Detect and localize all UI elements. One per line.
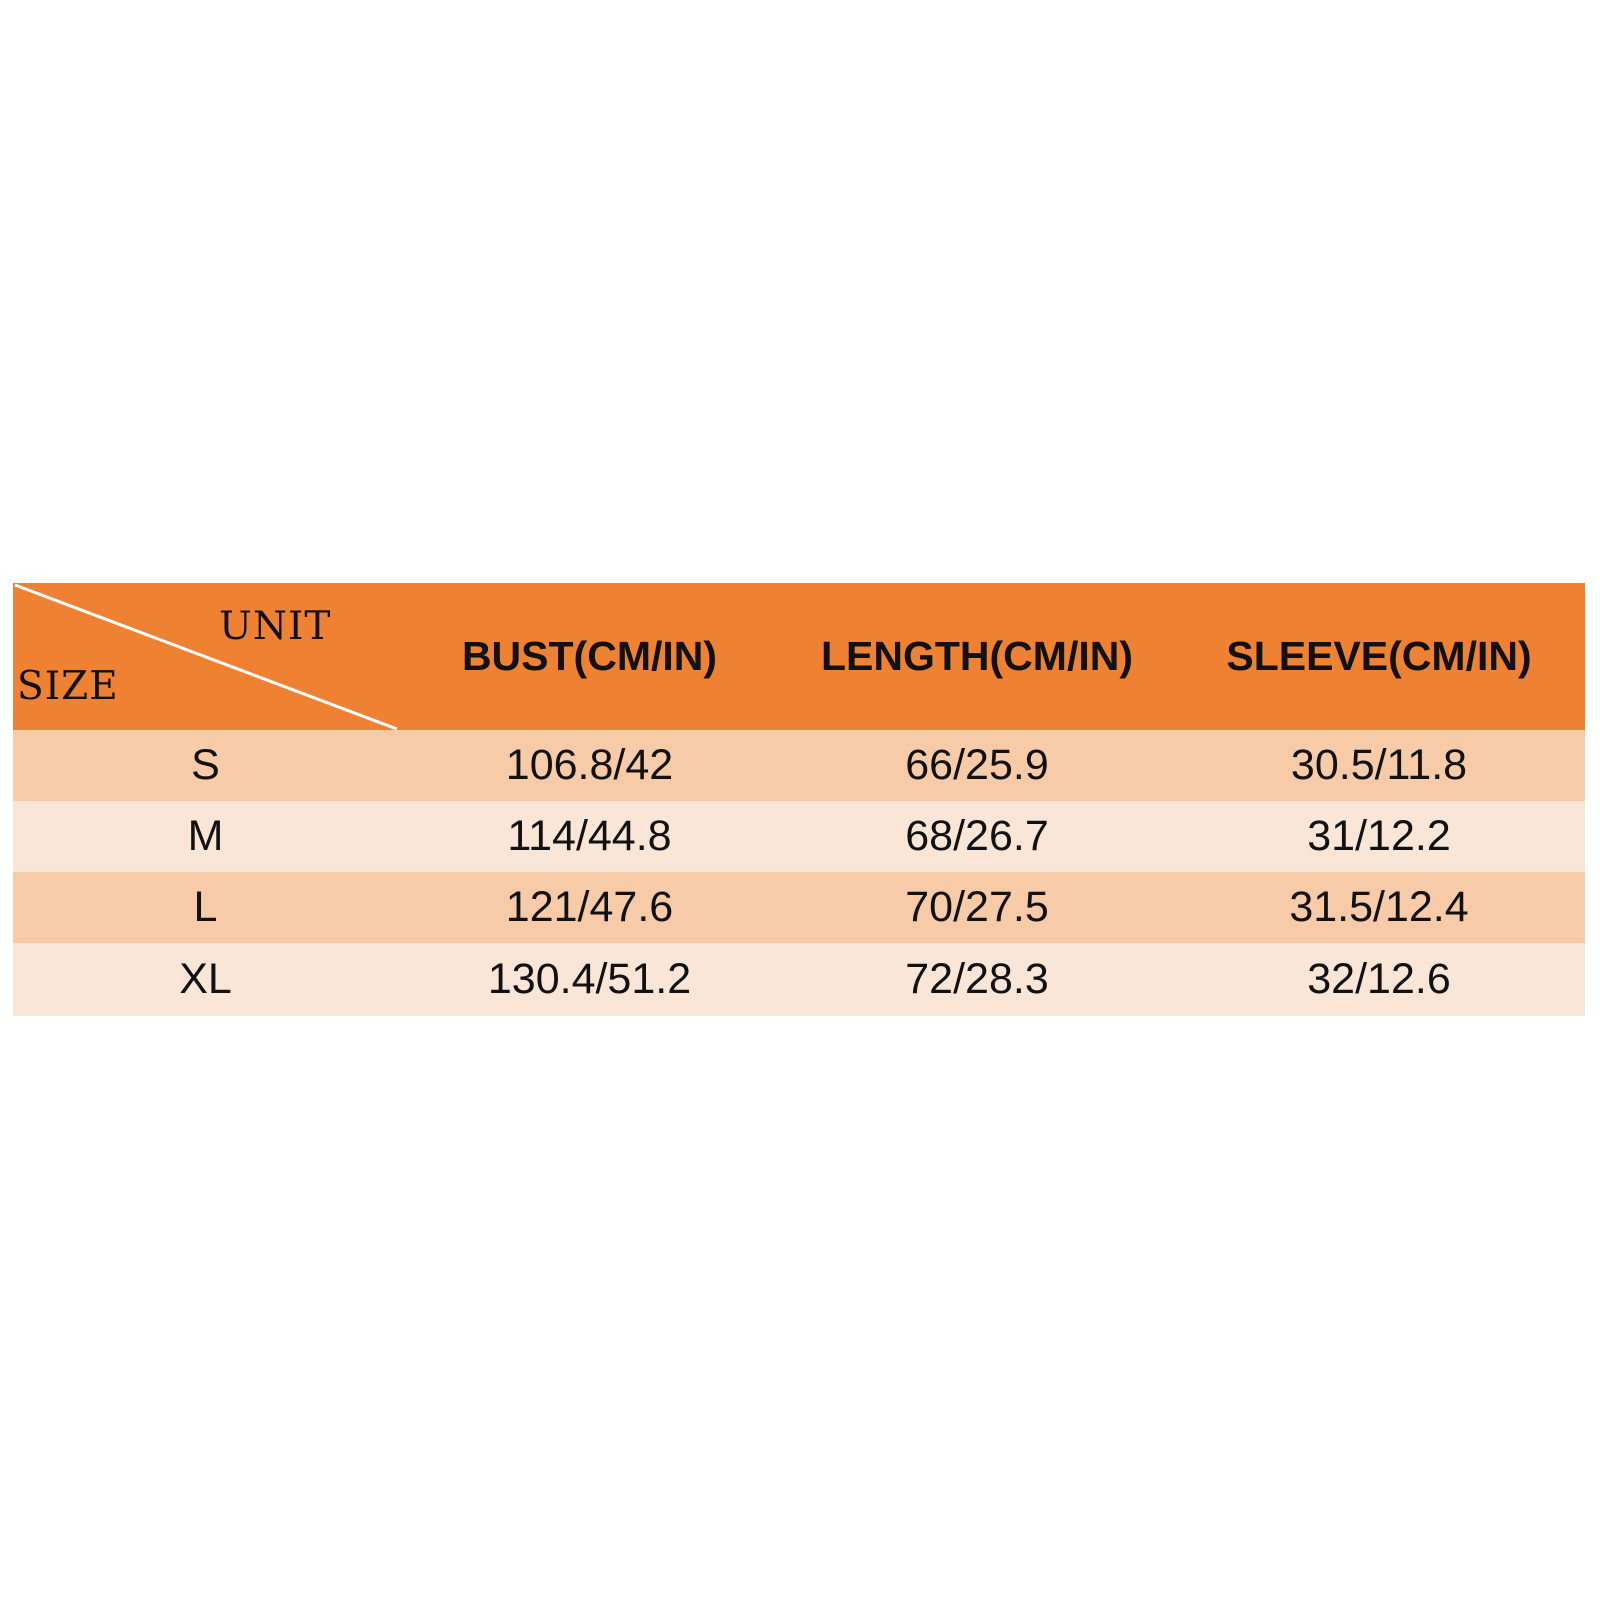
sleeve-cell: 30.5/11.8	[1290, 741, 1468, 789]
sleeve-cell: 32/12.6	[1307, 955, 1451, 1003]
size-chart-table	[13, 583, 1585, 1016]
table-row	[13, 730, 1585, 801]
table-row	[13, 801, 1585, 872]
corner-size-label: SIZE	[17, 664, 119, 709]
length-cell: 72/28.3	[905, 955, 1049, 1003]
column-header-sleeve: SLEEVE(CM/IN)	[1226, 633, 1532, 679]
size-cell: XL	[179, 955, 232, 1003]
length-cell: 70/27.5	[905, 883, 1049, 931]
sleeve-cell: 31.5/12.4	[1289, 883, 1469, 931]
size-cell: L	[193, 883, 218, 931]
bust-cell: 130.4/51.2	[487, 955, 692, 1003]
corner-unit-label: UNIT	[219, 604, 332, 649]
size-cell: M	[187, 812, 224, 860]
table-row	[13, 872, 1585, 943]
table-header-row	[13, 583, 1585, 730]
bust-cell: 114/44.8	[507, 812, 672, 860]
size-cell: S	[191, 741, 220, 789]
length-cell: 68/26.7	[905, 812, 1049, 860]
corner-header-cell	[13, 583, 398, 730]
bust-cell: 121/47.6	[505, 883, 674, 931]
table-row	[13, 943, 1585, 1016]
column-header-length: LENGTH(CM/IN)	[820, 633, 1133, 679]
sleeve-cell: 31/12.2	[1307, 812, 1451, 860]
length-cell: 66/25.9	[905, 741, 1049, 789]
bust-cell: 106.8/42	[505, 741, 674, 789]
column-header-bust: BUST(CM/IN)	[461, 633, 718, 679]
